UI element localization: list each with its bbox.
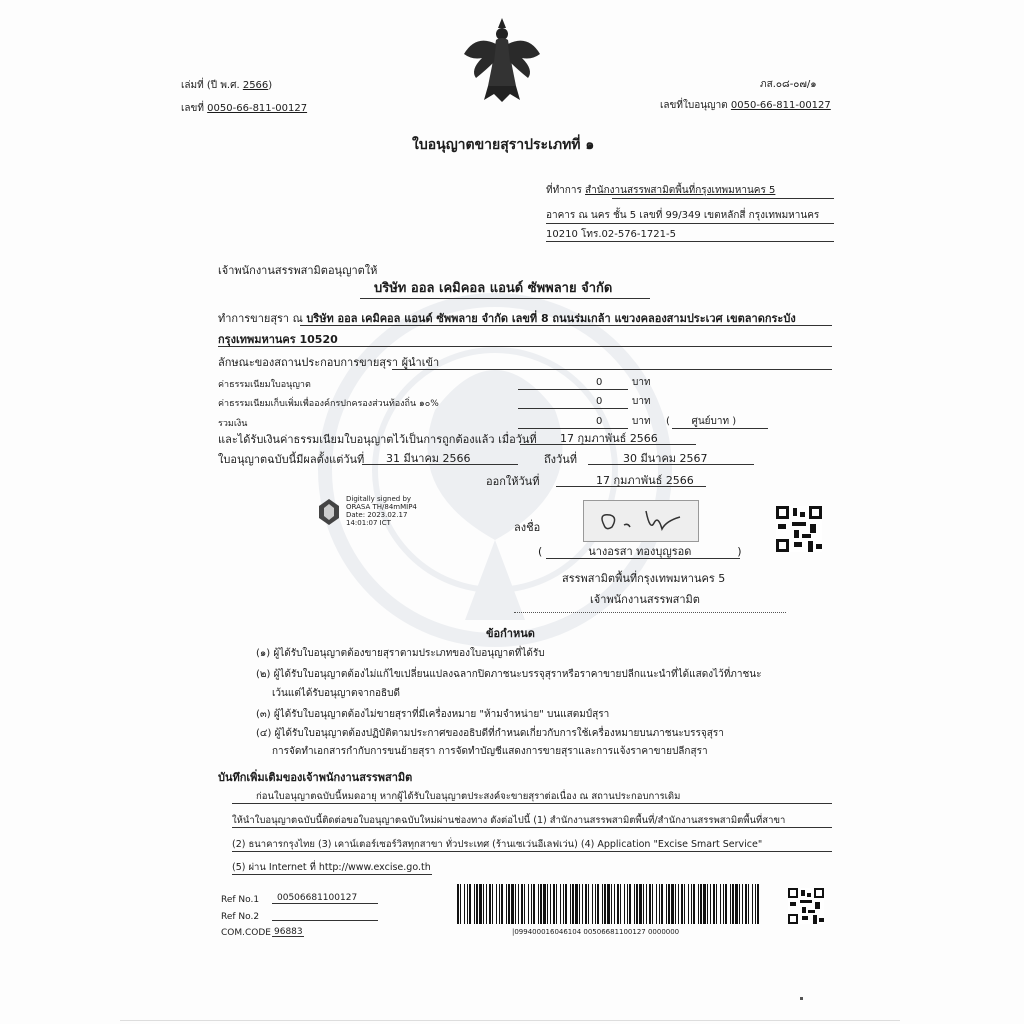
sale-location-value: บริษัท ออล เคมิคอล แอนด์ ซัพพลาย จำกัด เลขที่ 8 ถนนร่มเกล้า แขวงคลองสามประเวศ เขตลาดกระบัง [306, 312, 796, 325]
digital-sign-3: Date: 2023.02.17 [346, 511, 408, 519]
total-in-words: ( ศูนย์บาท ) [666, 416, 737, 427]
barcode-bar [572, 884, 574, 924]
barcode-bar [661, 884, 663, 924]
ref1-underline [272, 903, 378, 904]
office-line-1: ที่ทำการ สำนักงานสรรพสามิตพื้นที่กรุงเทพมหานคร 5 [546, 185, 776, 196]
effective-underline [362, 464, 518, 465]
barcode-bar [496, 884, 497, 924]
license-fee-underline [518, 389, 628, 390]
barcode-bar [579, 884, 580, 924]
barcode-bar [492, 884, 493, 924]
condition-1: (๑) ผู้ได้รับใบอนุญาตต้องขายสุราตามประเภทของใบอนุญาตที่ได้รับ [256, 648, 545, 659]
barcode-bar [624, 884, 625, 924]
company-name: บริษัท ออล เคมิคอล แอนด์ ซัพพลาย จำกัด [374, 281, 613, 296]
office-underline-1 [612, 198, 834, 199]
barcode-bar [656, 884, 657, 924]
scan-speck [800, 997, 803, 1000]
barcode-bar [506, 884, 507, 924]
grantee-intro: เจ้าพนักงานสรรพสามิตอนุญาตให้ [218, 264, 378, 277]
barcode-bar [713, 884, 715, 924]
issued-value: 17 กุมภาพันธ์ 2566 [596, 474, 694, 487]
barcode-bar [693, 884, 695, 924]
barcode-bar [652, 884, 653, 924]
total-value: 0 [596, 416, 603, 427]
barcode-bar [627, 884, 628, 924]
received-date-value: 17 กุมภาพันธ์ 2566 [560, 432, 658, 445]
company-underline [360, 298, 650, 299]
barcode-bar [739, 884, 740, 924]
condition-2: (๒) ผู้ได้รับใบอนุญาตต้องไม่แก้ไขเปลี่ยนแปลงฉลากปิดภาชนะบรรจุสุราหรือราคาขายปลีกแนะนำที่ได้แสดงไว้ที่ภาชนะ [256, 669, 762, 680]
barcode-bar [511, 884, 514, 924]
note-line-4: (5) ผ่าน Internet ที่ http://www.excise.go.th [232, 862, 431, 873]
note-line-2: ให้นำใบอนุญาตฉบับนี้ติดต่อขอใบอนุญาตฉบับใหม่ผ่านช่องทาง ดังต่อไปนี้ (1) สำนักงานสรรพสามิตพื้นที่/สำนักงานสรรพสามิตพื้นที่สาขา [232, 815, 786, 826]
barcode-bar [479, 884, 482, 924]
barcode-bar [467, 884, 468, 924]
office-underline-3 [546, 241, 834, 242]
barcode-bar [547, 884, 548, 924]
barcode-bar [560, 884, 561, 924]
barcode-bar [666, 884, 667, 924]
condition-4-cont: การจัดทำเอกสารกำกับการขนย้ายสุรา การจัดทำบัญชีแสดงการขายสุราและการแจ้งราคาขายปลีกสุรา [272, 746, 708, 757]
office-line-3: 10210 โทร.02-576-1721-5 [546, 229, 676, 240]
com-code-value: 96883 [274, 927, 303, 937]
barcode-bar [508, 884, 510, 924]
barcode-bar [486, 884, 487, 924]
qr-code-bottom [788, 888, 824, 924]
page-edge [120, 1020, 900, 1021]
total-label: รวมเงิน [218, 419, 248, 429]
license-number-value: 0050-66-811-00127 [730, 100, 831, 111]
barcode-bar [678, 884, 679, 924]
condition-2-cont: เว้นแต่ได้รับอนุญาตจากอธิบดี [272, 688, 401, 699]
received-underline [520, 444, 696, 445]
condition-3: (๓) ผู้ได้รับใบอนุญาตต้องไม่ขายสุราที่มีเครื่องหมาย "ห้ามจำหน่าย" บนแสตมป์สุรา [256, 709, 610, 720]
barcode-bar [604, 884, 606, 924]
barcode-bar [675, 884, 676, 924]
barcode-bar [698, 884, 699, 924]
barcode-bar [735, 884, 738, 924]
baht-2: บาท [632, 396, 651, 407]
barcode-bar [755, 884, 756, 924]
until-value: 30 มีนาคม 2567 [623, 452, 708, 465]
sale-underline-1 [300, 325, 832, 326]
volume-year: 2566 [242, 80, 269, 91]
barcode-bar [592, 884, 593, 924]
signer-name: ( นางอรสา ทองบุญรอด ) [538, 545, 742, 558]
barcode-bar [582, 884, 583, 924]
barcode-bar [707, 884, 708, 924]
com-code-label: COM.CODE [221, 928, 271, 938]
position-underline [514, 612, 786, 613]
total-underline [518, 428, 628, 429]
barcode-bar [474, 884, 475, 924]
sale-location-line-2: กรุงเทพมหานคร 10520 [218, 333, 338, 346]
barcode-bar [725, 884, 727, 924]
barcode-bar [524, 884, 525, 924]
barcode-bar [588, 884, 589, 924]
barcode-bar [730, 884, 731, 924]
local-fee-label: ค่าธรรมเนียมเก็บเพิ่มเพื่อองค์กรปกครองส่วนท้องถิ่น ๑๐% [218, 399, 439, 409]
signer-position: เจ้าพนักงานสรรพสามิต [590, 593, 700, 606]
barcode-bar [483, 884, 484, 924]
barcode-bar [748, 884, 749, 924]
barcode-bar [752, 884, 753, 924]
barcode-bar [732, 884, 734, 924]
barcode-bar [489, 884, 491, 924]
total-words-underline [672, 428, 768, 429]
license-fee-label: ค่าธรรมเนียมใบอนุญาต [218, 380, 311, 390]
barcode-bar [757, 884, 759, 924]
barcode-bar [538, 884, 539, 924]
barcode-bar [464, 884, 465, 924]
barcode-bar [681, 884, 683, 924]
garuda-emblem-icon [462, 14, 542, 106]
barcode-bar [607, 884, 610, 924]
barcode-bar [617, 884, 619, 924]
barcode-bar [563, 884, 564, 924]
sale-underline-2 [218, 346, 832, 347]
com-code-underline [272, 936, 304, 937]
barcode-bar [575, 884, 578, 924]
barcode-bar [614, 884, 615, 924]
baht-1: บาท [632, 377, 651, 388]
ref1-label: Ref No.1 [221, 895, 260, 905]
volume-label: เล่มที่ (ปี พ.ศ. 2566) [181, 80, 273, 91]
barcode-bar [570, 884, 571, 924]
digital-signature-icon [318, 498, 340, 526]
local-fee-value: 0 [596, 396, 603, 407]
barcode-bar [457, 884, 459, 924]
business-type: ลักษณะของสถานประกอบการขายสุรา ผู้นำเข้า [218, 356, 440, 369]
baht-3: บาท [632, 416, 651, 427]
ref2-label: Ref No.2 [221, 912, 260, 922]
barcode-bar [636, 884, 638, 924]
conditions-title: ข้อกำหนด [486, 627, 535, 640]
note-underline-3 [232, 851, 832, 852]
barcode-bar [540, 884, 542, 924]
barcode-bar [501, 884, 503, 924]
barcode-bar [611, 884, 612, 924]
qr-code-top [776, 506, 822, 552]
barcode-bar [723, 884, 724, 924]
until-label: ถึงวันที่ [544, 453, 577, 466]
note-underline-4 [232, 874, 432, 875]
barcode-bar [745, 884, 747, 924]
digital-sign-1: Digitally signed by [346, 495, 412, 503]
condition-4: (๔) ผู้ได้รับใบอนุญาตต้องปฏิบัติตามประกาศของอธิบดีที่กำหนดเกี่ยวกับการใช้เครื่องหมายบนภาชนะบรรจุสุรา [256, 728, 724, 739]
digital-sign-2: ORASA TH/84mMIP4 [346, 503, 417, 511]
barcode-bar [597, 884, 599, 924]
form-code: ภส.๐๘-๐๗/๑ [760, 79, 817, 90]
document-title: ใบอนุญาตขายสุราประเภทที่ ๑ [412, 137, 595, 153]
barcode-bar [595, 884, 596, 924]
effective-value: 31 มีนาคม 2566 [386, 452, 471, 465]
digital-sign-4: 14:01:07 ICT [346, 519, 391, 527]
barcode-bar [460, 884, 461, 924]
note-line-3: (2) ธนาคารกรุงไทย (3) เคาน์เตอร์เซอร์วิสทุกสาขา ทั่วประเทศ (ร้านเซเว่นอีเลฟเว่น) (4) Application "Excise Smart Service" [232, 839, 763, 850]
ref2-underline [272, 920, 378, 921]
document-number: เลขที่ 0050-66-811-00127 [181, 103, 308, 114]
business-type-underline [392, 369, 832, 370]
barcode-bar [556, 884, 557, 924]
ref1-value: 00506681100127 [277, 893, 358, 903]
office-line-2: อาคาร ณ นคร ชั้น 5 เลขที่ 99/349 เขตหลักสี่ กรุงเทพมหานคร [546, 210, 820, 221]
sign-label: ลงชื่อ [514, 521, 541, 534]
office-underline-2 [546, 223, 834, 224]
barcode-bar [620, 884, 621, 924]
barcode-bar [634, 884, 635, 924]
barcode-bar [643, 884, 644, 924]
license-number: เลขที่ใบอนุญาต 0050-66-811-00127 [660, 100, 831, 111]
received-date: และได้รับเงินค่าธรรมเนียมใบอนุญาตไว้เป็นการถูกต้องแล้ว เมื่อวันที่ [218, 433, 537, 446]
barcode-bar [684, 884, 685, 924]
business-type-value: ผู้นำเข้า [401, 356, 440, 369]
barcode-text: |099400016046104 00506681100127 0000000 [512, 928, 680, 936]
barcode-bar [602, 884, 603, 924]
until-underline [588, 464, 754, 465]
barcode-bar [649, 884, 651, 924]
barcode-bar [659, 884, 660, 924]
barcode-bar [565, 884, 567, 924]
barcode-bar [533, 884, 535, 924]
signer-office: สรรพสามิตพื้นที่กรุงเทพมหานคร 5 [562, 572, 726, 585]
barcode-bar [518, 884, 519, 924]
barcode-bar [668, 884, 670, 924]
barcode-bar [703, 884, 706, 924]
barcode-bar [553, 884, 555, 924]
barcode-bar [742, 884, 743, 924]
barcode-bar [521, 884, 523, 924]
barcode-bar [671, 884, 674, 924]
barcode-bar [528, 884, 529, 924]
barcode-bar [543, 884, 546, 924]
barcode-bar [688, 884, 689, 924]
barcode-bar [639, 884, 642, 924]
handwritten-signature [583, 500, 699, 542]
barcode-bar [515, 884, 516, 924]
barcode-bar [716, 884, 717, 924]
barcode-bar [499, 884, 500, 924]
barcode-bar [469, 884, 471, 924]
barcode-bar [476, 884, 478, 924]
document-number-value: 0050-66-811-00127 [207, 103, 308, 114]
barcode-bar [691, 884, 692, 924]
barcode-bar [585, 884, 587, 924]
barcode-bar [710, 884, 711, 924]
license-fee-value: 0 [596, 377, 603, 388]
note-underline-1 [232, 803, 832, 804]
notes-title: บันทึกเพิ่มเติมของเจ้าพนักงานสรรพสามิต [218, 771, 413, 784]
barcode [455, 884, 765, 926]
barcode-bar [700, 884, 702, 924]
signer-underline [546, 558, 740, 559]
barcode-bar [531, 884, 532, 924]
issued-label: ออกให้วันที่ [486, 475, 540, 488]
issued-underline [556, 486, 706, 487]
note-underline-2 [232, 827, 832, 828]
barcode-bar [646, 884, 647, 924]
barcode-bar [550, 884, 551, 924]
local-fee-underline [518, 408, 628, 409]
sale-location: ทำการขายสุรา ณ บริษัท ออล เคมิคอล แอนด์ ซัพพลาย จำกัด เลขที่ 8 ถนนร่มเกล้า แขวงคลองสามประเวศ เขตลาดกระบัง [218, 312, 796, 325]
effective-label: ใบอนุญาตฉบับนี้มีผลตั้งแต่วันที่ [218, 453, 365, 466]
note-line-1: ก่อนใบอนุญาตฉบับนี้หมดอายุ หากผู้ได้รับใบอนุญาตประสงค์จะขายสุราต่อเนื่อง ณ สถานประกอบการเดิม [256, 791, 681, 802]
barcode-bar [720, 884, 721, 924]
barcode-bar [629, 884, 631, 924]
